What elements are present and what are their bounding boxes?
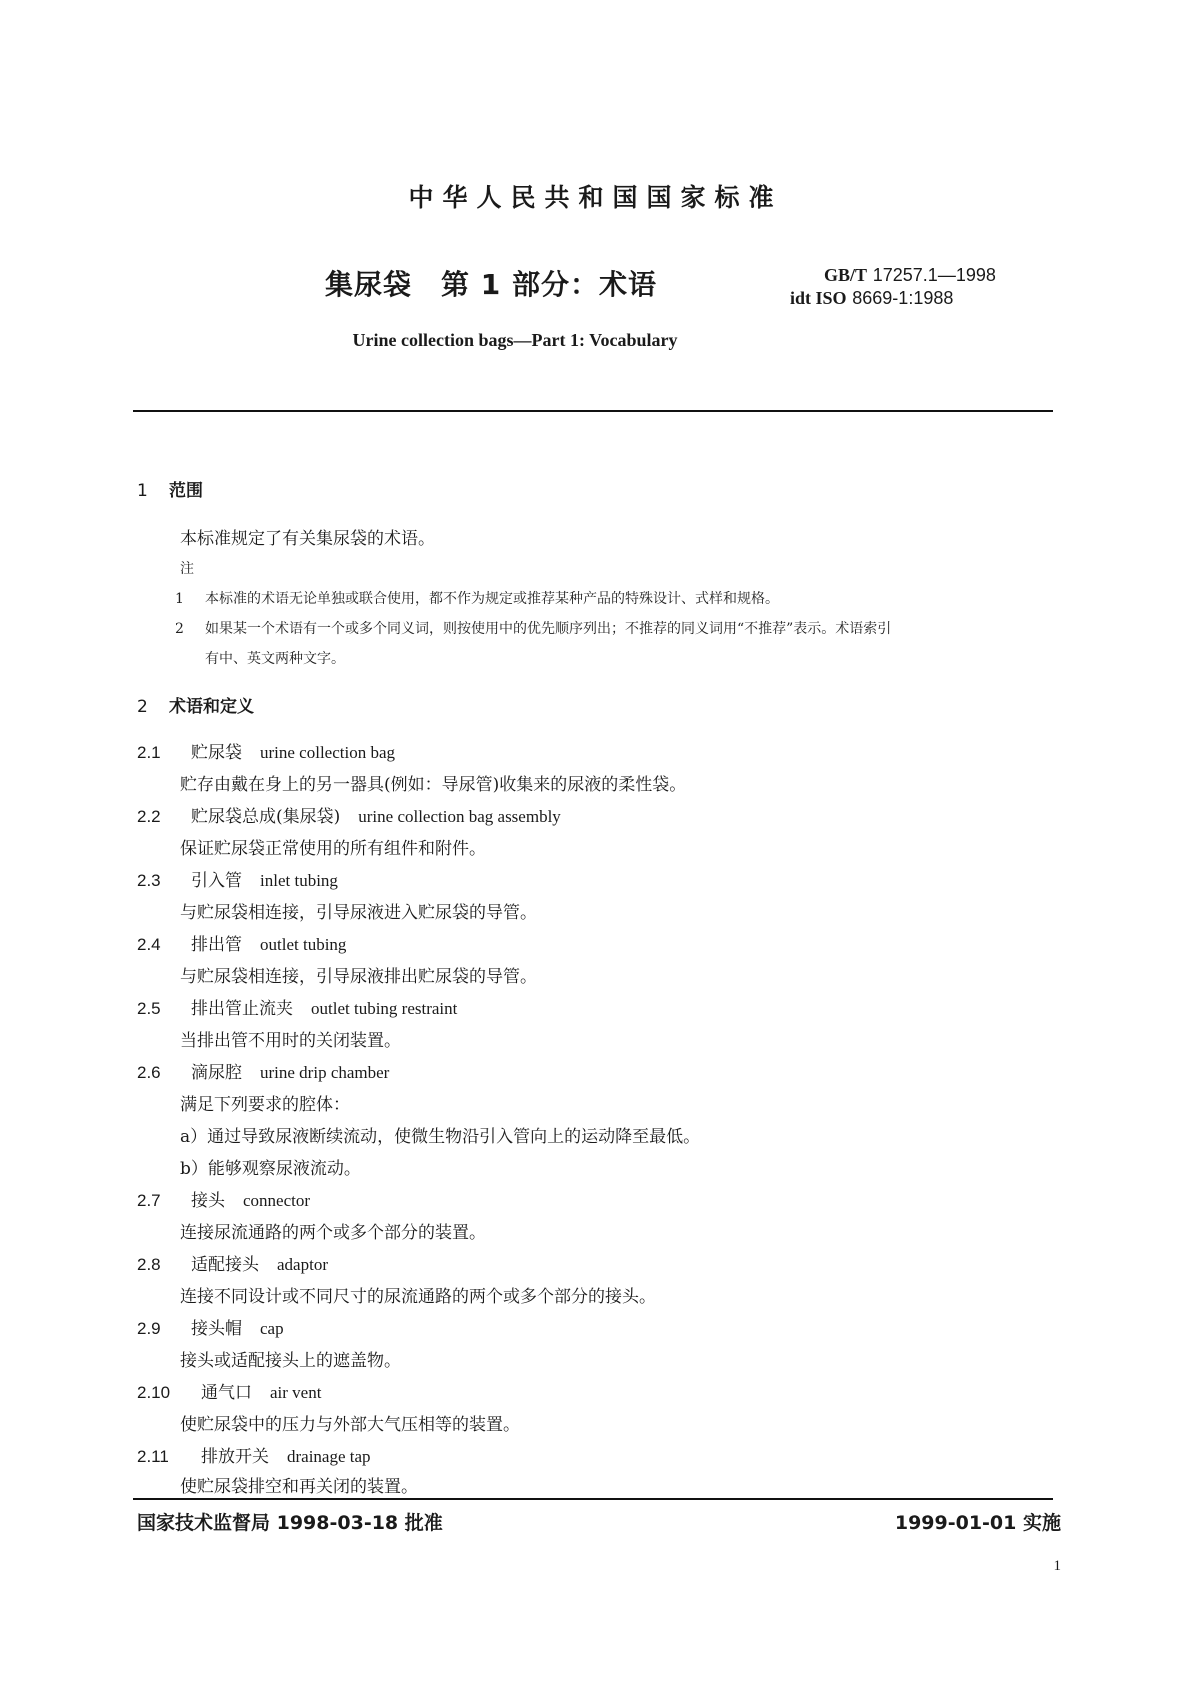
- term-2-5: 2.5 排出管止流夹 outlet tubing restraint: [137, 999, 458, 1019]
- english-title: Urine collection bags—Part 1: Vocabulary: [352, 330, 678, 350]
- term-2-6-item-b: b）能够观察尿液流动。: [180, 1159, 361, 1179]
- term-2-8: 2.8 适配接头 adaptor: [137, 1255, 328, 1275]
- implementation-date: 1999-01-01 实施: [894, 1512, 1061, 1534]
- page-number: 1: [1053, 1558, 1061, 1574]
- term-2-11: 2.11 排放开关 drainage tap: [137, 1447, 371, 1467]
- note-2-continuation: 有中、英文两种文字。: [205, 651, 345, 667]
- term-2-6: 2.6 滴尿腔 urine drip chamber: [137, 1063, 390, 1083]
- term-2-7: 2.7 接头 connector: [137, 1191, 311, 1211]
- note-1: 1 本标准的术语无论单独或联合使用，都不作为规定或推荐某种产品的特殊设计、式样和规格。: [175, 591, 779, 607]
- term-2-2: 2.2 贮尿袋总成(集尿袋) urine collection bag assembly: [137, 807, 561, 827]
- std-number: 17257.1—1998: [872, 265, 996, 285]
- footer-divider: [133, 1498, 1053, 1500]
- term-2-10-definition: 使贮尿袋中的压力与外部大气压相等的装置。: [180, 1415, 520, 1435]
- term-2-4: 2.4 排出管 outlet tubing: [137, 935, 347, 955]
- note-2: 2 如果某一个术语有一个或多个同义词，则按使用中的优先顺序列出；不推荐的同义词用“不推荐”表示。术语索引: [175, 621, 892, 637]
- note-label: 注: [180, 561, 194, 577]
- term-2-3-definition: 与贮尿袋相连接，引导尿液进入贮尿袋的导管。: [180, 903, 537, 923]
- std-prefix: GB/T: [824, 265, 868, 285]
- idt-prefix: idt ISO: [790, 288, 847, 308]
- term-2-1: 2.1 贮尿袋 urine collection bag: [137, 743, 396, 763]
- approval-date: 国家技术监督局 1998-03-18 批准: [137, 1512, 443, 1534]
- term-2-9-definition: 接头或适配接头上的遮盖物。: [180, 1351, 401, 1371]
- term-2-9: 2.9 接头帽 cap: [137, 1319, 284, 1339]
- term-2-7-definition: 连接尿流通路的两个或多个部分的装置。: [180, 1223, 486, 1243]
- idt-number: 8669-1:1988: [852, 288, 954, 308]
- section-2-heading: 2 术语和定义: [137, 697, 254, 717]
- term-2-6-item-a: a）通过导致尿液断续流动，使微生物沿引入管向上的运动降至最低。: [180, 1127, 701, 1147]
- term-2-8-definition: 连接不同设计或不同尺寸的尿流通路的两个或多个部分的接头。: [180, 1287, 656, 1307]
- national-standard-header: 中华人民共和国国家标准: [408, 183, 783, 212]
- term-2-3: 2.3 引入管 inlet tubing: [137, 871, 338, 891]
- term-2-10: 2.10 通气口 air vent: [137, 1383, 322, 1403]
- term-2-2-definition: 保证贮尿袋正常使用的所有组件和附件。: [180, 839, 486, 859]
- document-title: 集尿袋 第 1 部分：术语: [325, 268, 657, 301]
- term-2-4-definition: 与贮尿袋相连接，引导尿液排出贮尿袋的导管。: [180, 967, 537, 987]
- term-2-6-definition: 满足下列要求的腔体：: [180, 1095, 350, 1115]
- scope-text: 本标准规定了有关集尿袋的术语。: [180, 529, 435, 549]
- section-1-heading: 1 范围: [137, 481, 203, 501]
- term-2-1-definition: 贮存由戴在身上的另一器具(例如：导尿管)收集来的尿液的柔性袋。: [180, 775, 687, 795]
- term-2-5-definition: 当排出管不用时的关闭装置。: [180, 1031, 401, 1051]
- term-2-11-definition: 使贮尿袋排空和再关闭的装置。: [180, 1477, 418, 1497]
- header-divider: [133, 410, 1053, 412]
- standard-number-block: [790, 264, 996, 310]
